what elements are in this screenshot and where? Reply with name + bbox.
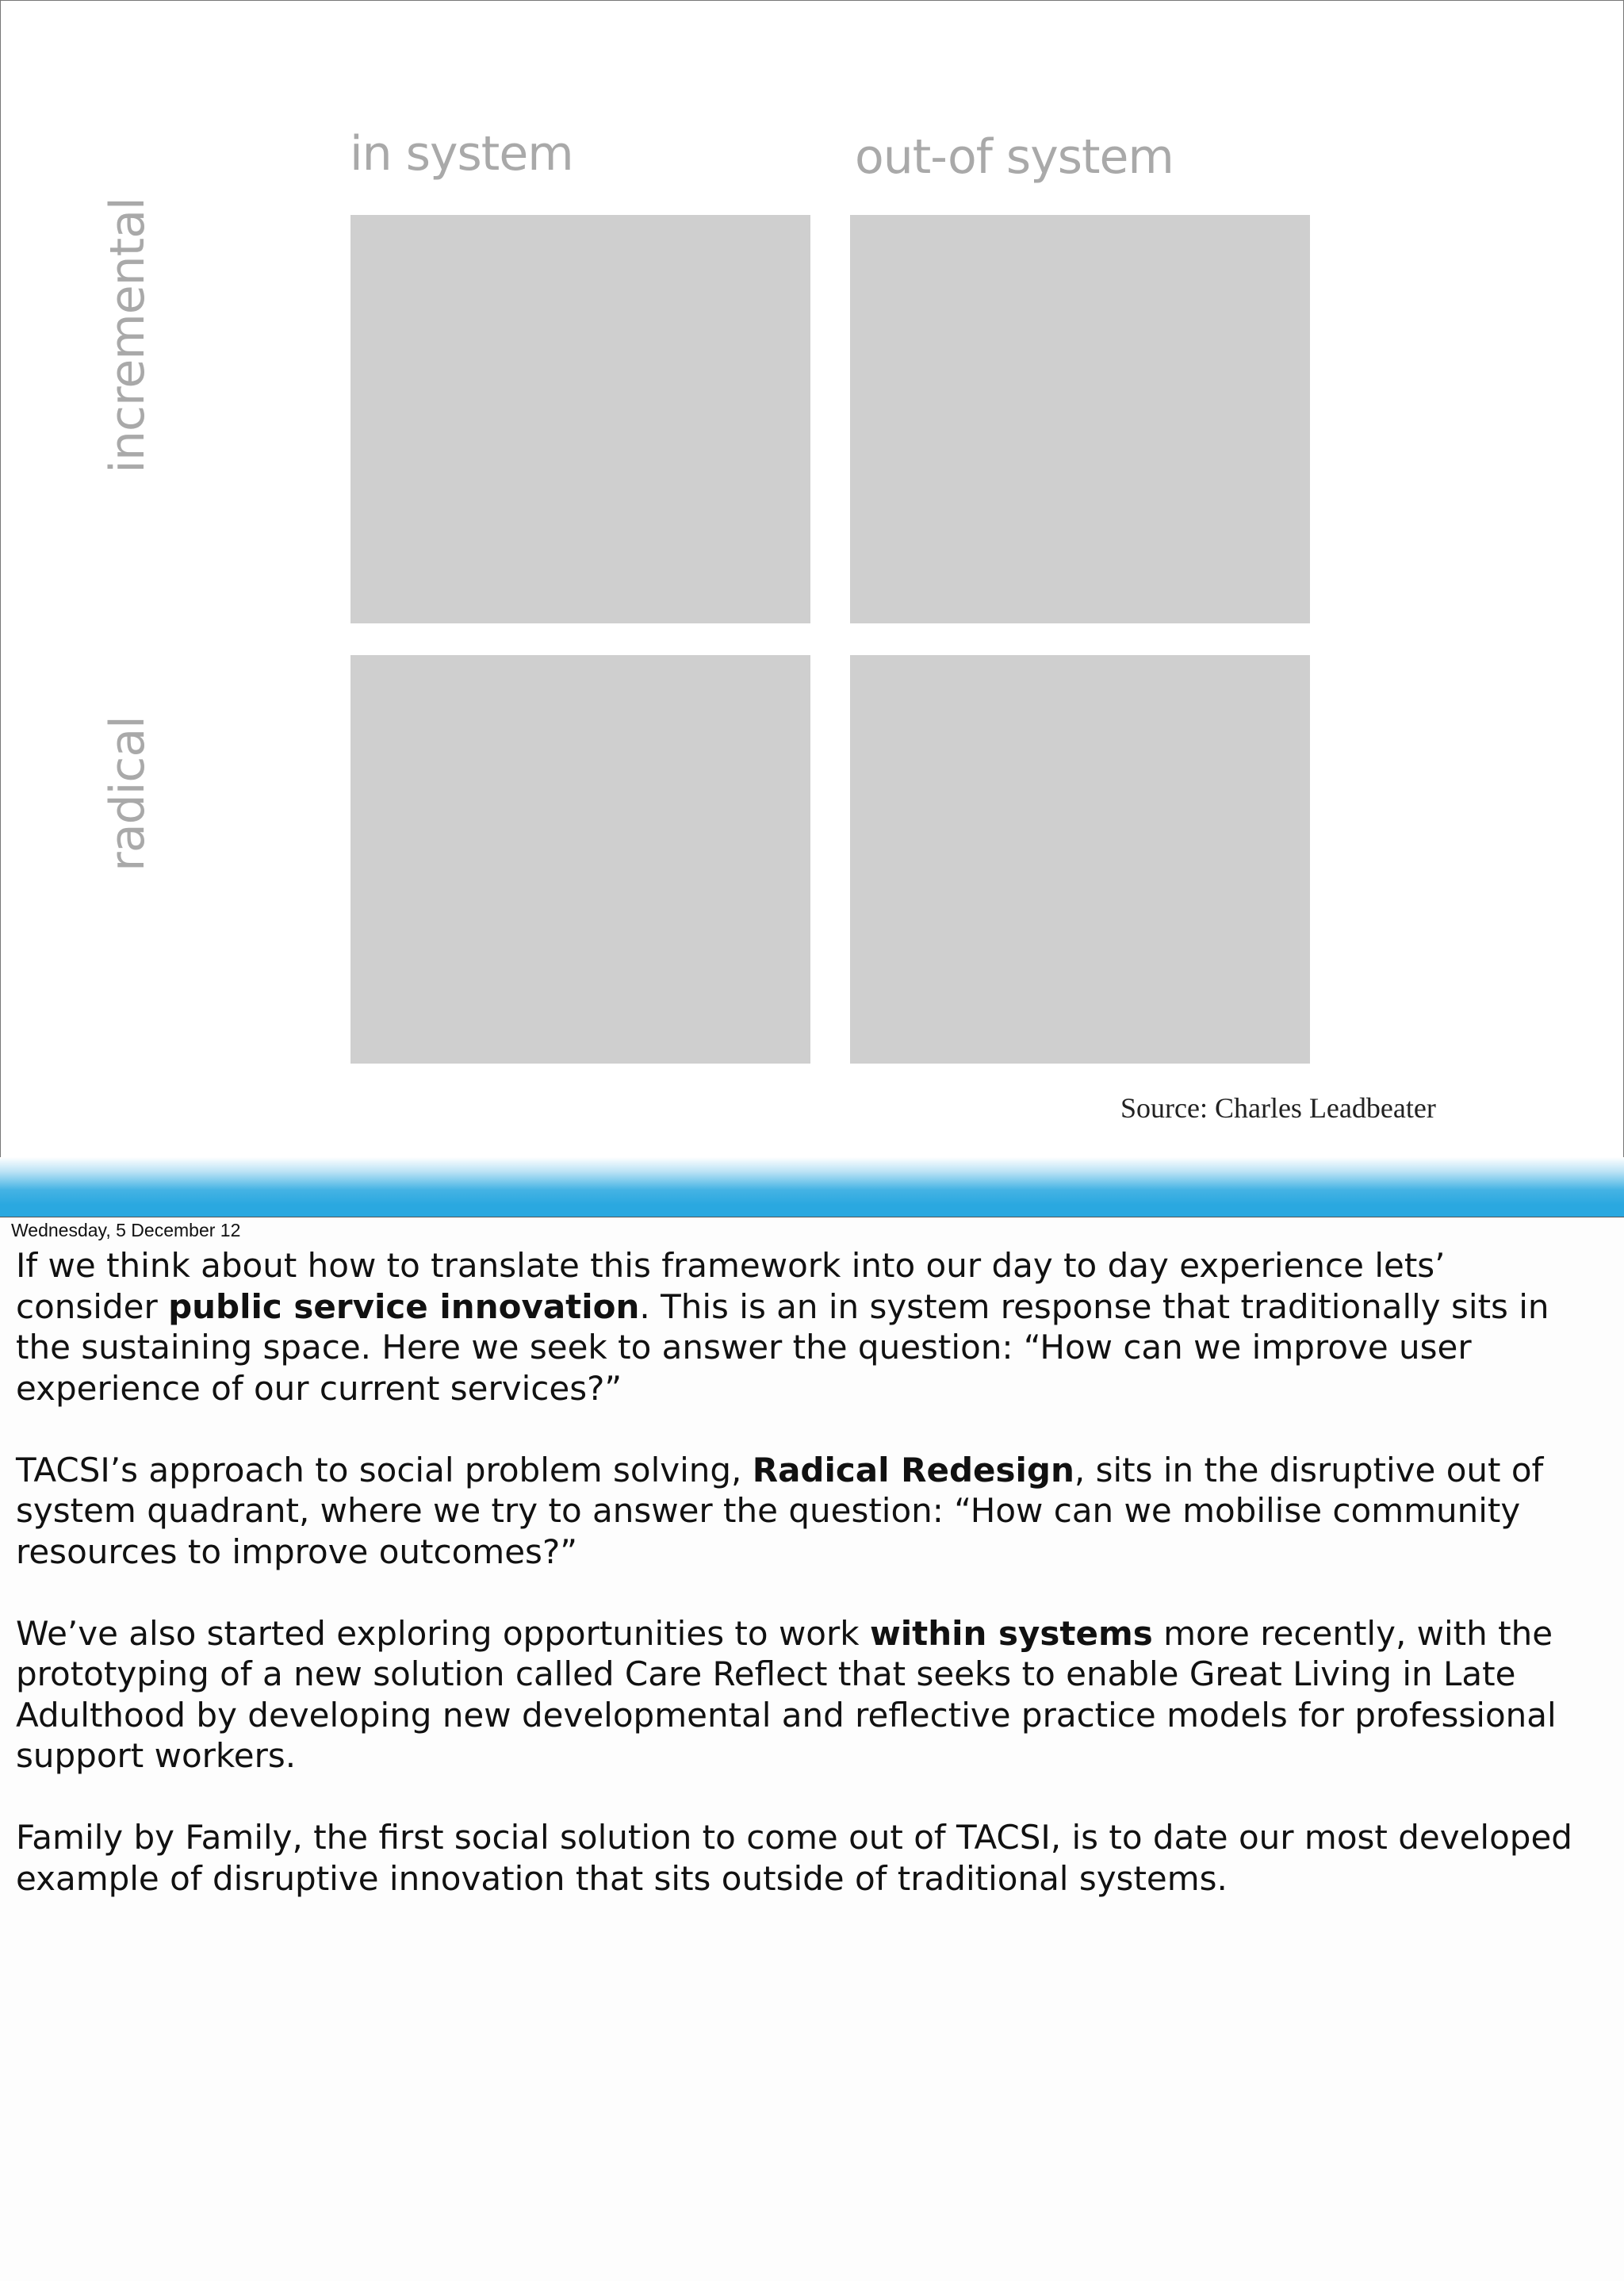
notes-text: . This is an in system response that traditionally sits in the sustaining space. Here we seek to answer the question: “How can we improve user experience of our current services?” bbox=[16, 1286, 1549, 1408]
quadrant-incremental-in-system bbox=[350, 215, 810, 623]
row-label-radical: radical bbox=[100, 716, 155, 872]
notes-paragraph bbox=[16, 1450, 1618, 1573]
notes-bold-text: public service innovation bbox=[168, 1286, 640, 1326]
quadrant-incremental-out-of-system bbox=[850, 215, 1310, 623]
notes-paragraph bbox=[16, 1245, 1618, 1409]
quadrant-radical-out-of-system bbox=[850, 655, 1310, 1064]
row-label-incremental: incremental bbox=[100, 197, 155, 473]
speaker-notes bbox=[16, 1245, 1618, 1940]
notes-text: more recently, with the prototyping of a new solution called Care Reflect that seeks to enable Great Living in Late Adulthood by developing new developmental and reflective practice models for professional support workers. bbox=[16, 1613, 1557, 1775]
notes-bold-text: Radical Redesign bbox=[752, 1450, 1074, 1489]
notes-paragraph bbox=[16, 1817, 1618, 1899]
source-credit: Source: Charles Leadbeater bbox=[1120, 1092, 1436, 1124]
notes-text: TACSI’s approach to social problem solving, bbox=[16, 1450, 753, 1489]
notes-text: We’ve also started exploring opportunities to work bbox=[16, 1613, 870, 1653]
notes-paragraph bbox=[16, 1613, 1618, 1777]
column-label-out-of-system: out-of system bbox=[855, 129, 1174, 185]
quadrant-radical-in-system bbox=[350, 655, 810, 1064]
column-label-in-system: in system bbox=[350, 126, 573, 182]
notes-bold-text: within systems bbox=[869, 1613, 1153, 1653]
notes-text: If we think about how to translate this framework into our day to day experience lets’ consider bbox=[16, 1246, 1446, 1326]
slide-footer-bar bbox=[0, 1157, 1624, 1217]
notes-text: , sits in the disruptive out of system quadrant, where we try to answer the question: “How can we mobilise community resources to improve outcomes?” bbox=[16, 1450, 1544, 1571]
slide-date: Wednesday, 5 December 12 bbox=[11, 1220, 241, 1240]
notes-text: Family by Family, the first social solution to come out of TACSI, is to date our most developed example of disruptive innovation that sits outside of traditional systems. bbox=[16, 1818, 1572, 1898]
